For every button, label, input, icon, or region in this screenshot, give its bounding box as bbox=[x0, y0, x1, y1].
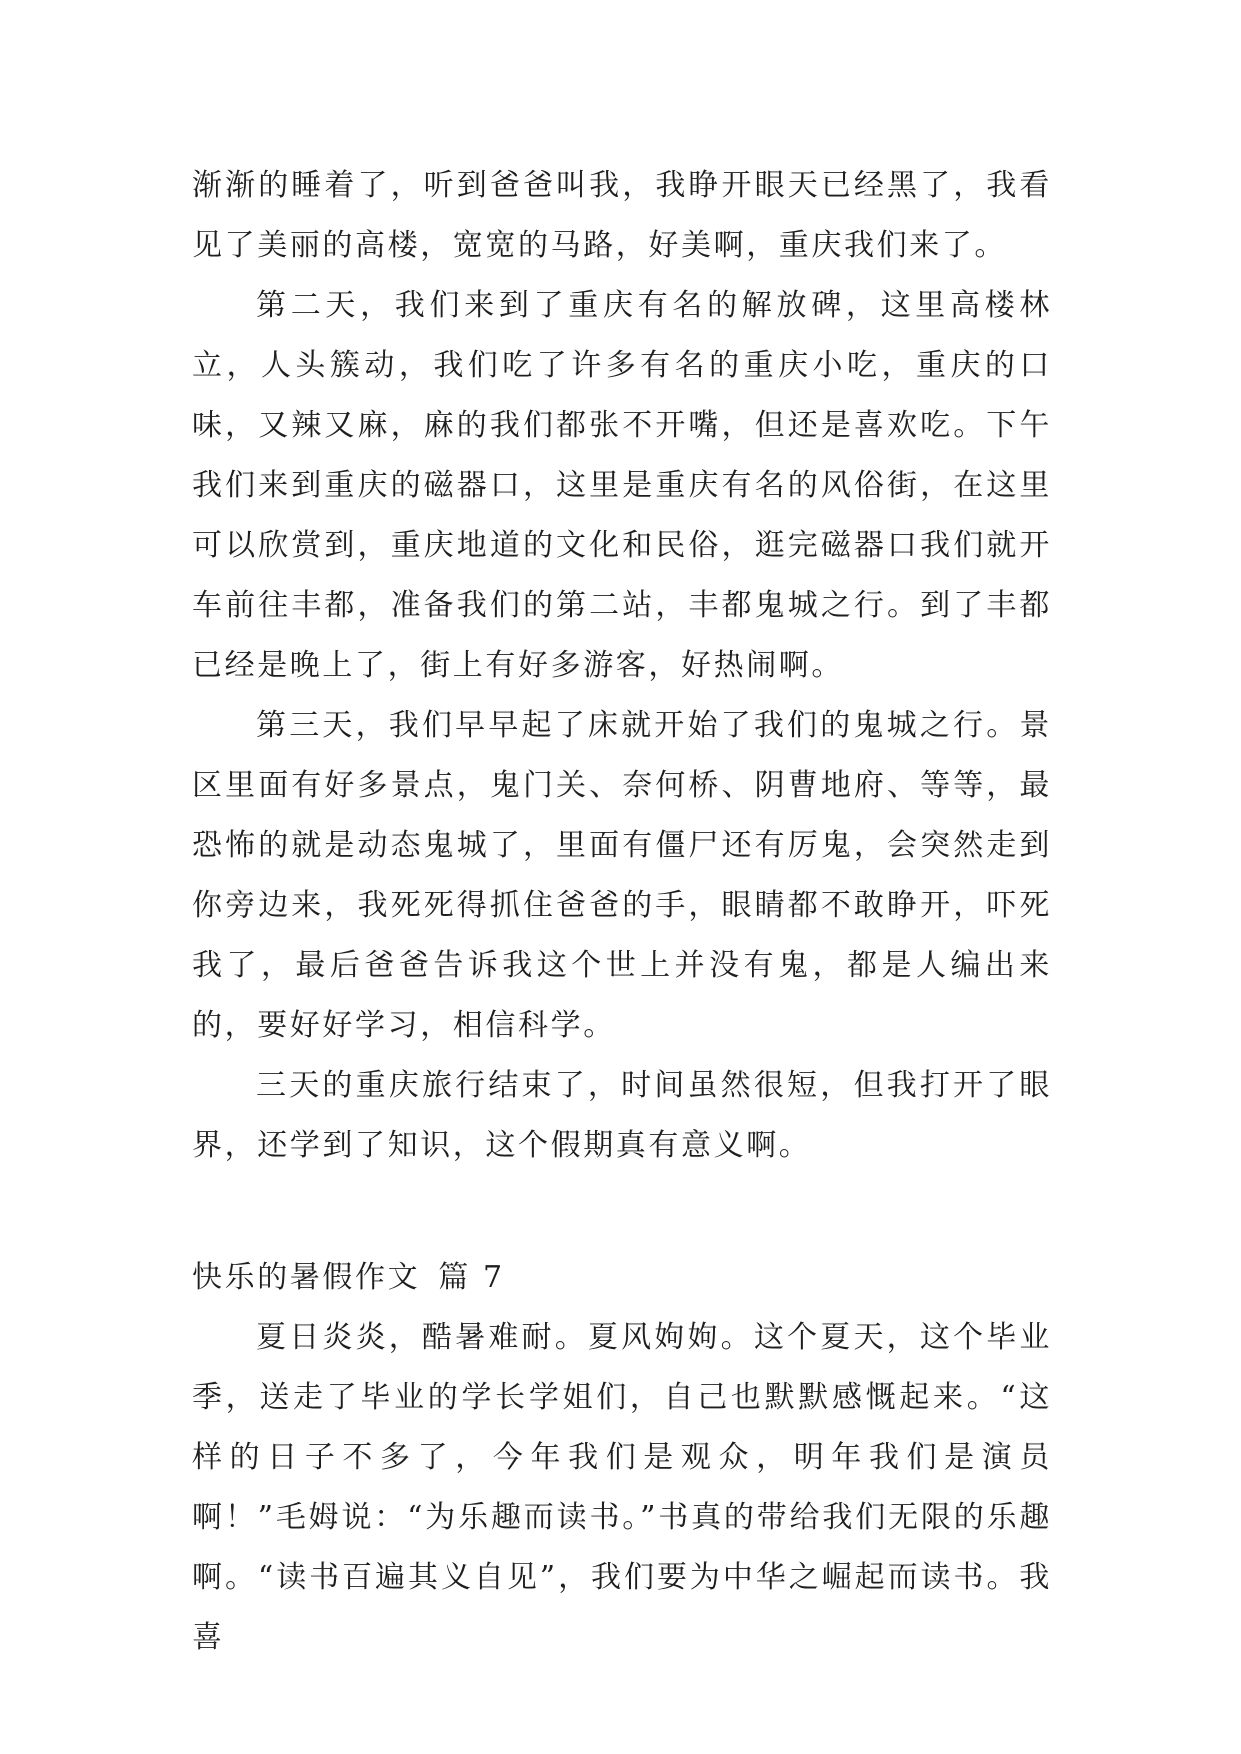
paragraph-day-three: 第三天，我们早早起了床就开始了我们的鬼城之行。景区里面有好多景点，鬼门关、奈何桥、阴曹地府、等等，最恐怖的就是动态鬼城了，里面有僵尸还有厉鬼，会突然走到你旁边来，我死死得抓住爸爸的手，眼睛都不敢睁开，吓死我了，最后爸爸告诉我这个世上并没有鬼，都是人编出来的，要好好学习，相信科学。 bbox=[192, 708, 1052, 1043]
document-body bbox=[192, 156, 1052, 1668]
section-title-number: 篇 7 bbox=[438, 1260, 505, 1295]
paragraph-summer-reading: 夏日炎炎，酷暑难耐。夏风姁姁。这个夏天，这个毕业季，送走了毕业的学长学姐们，自己也默默感慨起来。“这样的日子不多了，今年我们是观众，明年我们是演员啊！”毛姆说：“为乐趣而读书。”书真的带给我们无限的乐趣啊。“读书百遍其义自见”，我们要为中华之崛起而读书。我喜 bbox=[192, 1320, 1052, 1655]
section-title bbox=[192, 1248, 1052, 1308]
paragraph-sleep-arrival: 渐渐的睡着了，听到爸爸叫我，我睁开眼天已经黑了，我看见了美丽的高楼，宽宽的马路，好美啊，重庆我们来了。 bbox=[192, 168, 1052, 263]
section-title-main: 快乐的暑假作文 bbox=[192, 1260, 421, 1295]
paragraph-day-two: 第二天，我们来到了重庆有名的解放碑，这里高楼林立，人头簇动，我们吃了许多有名的重庆小吃，重庆的口味，又辣又麻，麻的我们都张不开嘴，但还是喜欢吃。下午我们来到重庆的磁器口，这里是重庆有名的风俗街，在这里可以欣赏到，重庆地道的文化和民俗，逛完磁器口我们就开车前往丰都，准备我们的第二站，丰都鬼城之行。到了丰都已经是晚上了，街上有好多游客，好热闹啊。 bbox=[192, 288, 1052, 683]
paragraph-trip-end: 三天的重庆旅行结束了，时间虽然很短，但我打开了眼界，还学到了知识，这个假期真有意义啊。 bbox=[192, 1068, 1052, 1163]
